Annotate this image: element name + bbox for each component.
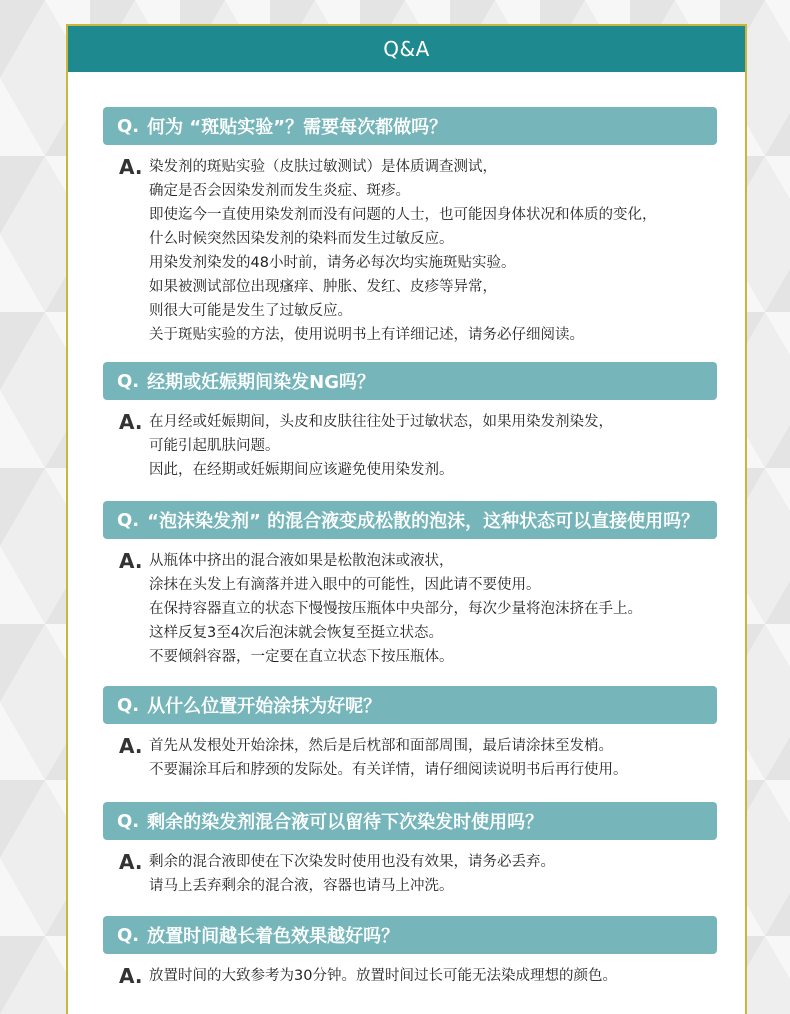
qa-item-3 [103,501,717,669]
question-text: 剩余的染发剂混合液可以留待下次染发时使用吗？ [147,812,544,833]
q-mark: Q. [117,810,140,832]
question-bar [103,686,717,724]
answer-block [103,964,717,988]
qa-header [68,26,745,72]
answer-line: 则很大可能是发生了过敏反应。 [149,303,352,319]
qa-item-2 [103,362,717,482]
question-text: “泡沫染发剂” 的混合液变成松散的泡沫，这种状态可以直接使用吗？ [147,511,700,532]
answer-line: 放置时间的大致参考为30分钟。放置时间过长可能无法染成理想的颜色。 [149,968,617,984]
question-bar [103,501,717,539]
question-text: 放置时间越长着色效果越好吗？ [147,926,400,947]
question-bar [103,107,717,145]
answer-line: 这样反复3至4次后泡沫就会恢复至挺立状态。 [149,625,443,641]
question-text: 经期或妊娠期间染发NG吗？ [147,372,375,393]
qa-card [66,24,747,1014]
answer-block [103,549,717,669]
answer-line: 染发剂的斑贴实验（皮肤过敏测试）是体质调查测试， [149,159,497,175]
q-mark: Q. [117,115,140,137]
question-text: 何为 “斑贴实验”？需要每次都做吗？ [147,117,448,138]
answer-block [103,155,717,347]
answer-block [103,410,717,482]
answer-line: 剩余的混合液即使在下次染发时使用也没有效果，请务必丢弃。 [149,854,555,870]
answer-line: 请马上丢弃剩余的混合液，容器也请马上冲洗。 [149,878,454,894]
qa-item-5 [103,802,717,898]
answer-line: 不要倾斜容器，一定要在直立状态下按压瓶体。 [149,649,454,665]
question-bar [103,916,717,954]
qa-item-1 [103,107,717,347]
answer-line: 什么时候突然因染发剂的染料而发生过敏反应。 [149,231,454,247]
answer-line: 用染发剂染发的48小时前，请务必每次均实施斑贴实验。 [149,255,516,271]
a-mark: A. [119,549,143,573]
answer-line: 首先从发根处开始涂抹，然后是后枕部和面部周围，最后请涂抹至发梢。 [149,738,613,754]
answer-line: 如果被测试部位出现瘙痒、肿胀、发红、皮疹等异常， [149,279,497,295]
q-mark: Q. [117,924,140,946]
answer-line: 关于斑贴实验的方法，使用说明书上有详细记述，请务必仔细阅读。 [149,327,584,343]
qa-item-4 [103,686,717,782]
answer-block [103,734,717,782]
answer-line: 确定是否会因染发剂而发生炎症、斑疹。 [149,183,410,199]
answer-line: 即使迄今一直使用染发剂而没有问题的人士，也可能因身体状况和体质的变化， [149,207,657,223]
qa-item-6 [103,916,717,988]
a-mark: A. [119,850,143,874]
answer-line: 在保持容器直立的状态下慢慢按压瓶体中央部分，每次少量将泡沫挤在手上。 [149,601,642,617]
question-bar [103,802,717,840]
question-text: 从什么位置开始涂抹为好呢？ [147,696,382,717]
answer-line: 可能引起肌肤问题。 [149,438,280,454]
answer-line: 因此，在经期或妊娠期间应该避免使用染发剂。 [149,462,454,478]
q-mark: Q. [117,694,140,716]
answer-block [103,850,717,898]
q-mark: Q. [117,370,140,392]
a-mark: A. [119,734,143,758]
answer-line: 从瓶体中挤出的混合液如果是松散泡沫或液状， [149,553,454,569]
answer-line: 在月经或妊娠期间，头皮和皮肤往往处于过敏状态，如果用染发剂染发， [149,414,613,430]
a-mark: A. [119,964,143,988]
answer-line: 涂抹在头发上有滴落并进入眼中的可能性，因此请不要使用。 [149,577,541,593]
question-bar [103,362,717,400]
a-mark: A. [119,155,143,179]
page-title: Q&A [383,37,430,61]
q-mark: Q. [117,509,140,531]
a-mark: A. [119,410,143,434]
answer-line: 不要漏涂耳后和脖颈的发际处。有关详情，请仔细阅读说明书后再行使用。 [149,762,628,778]
